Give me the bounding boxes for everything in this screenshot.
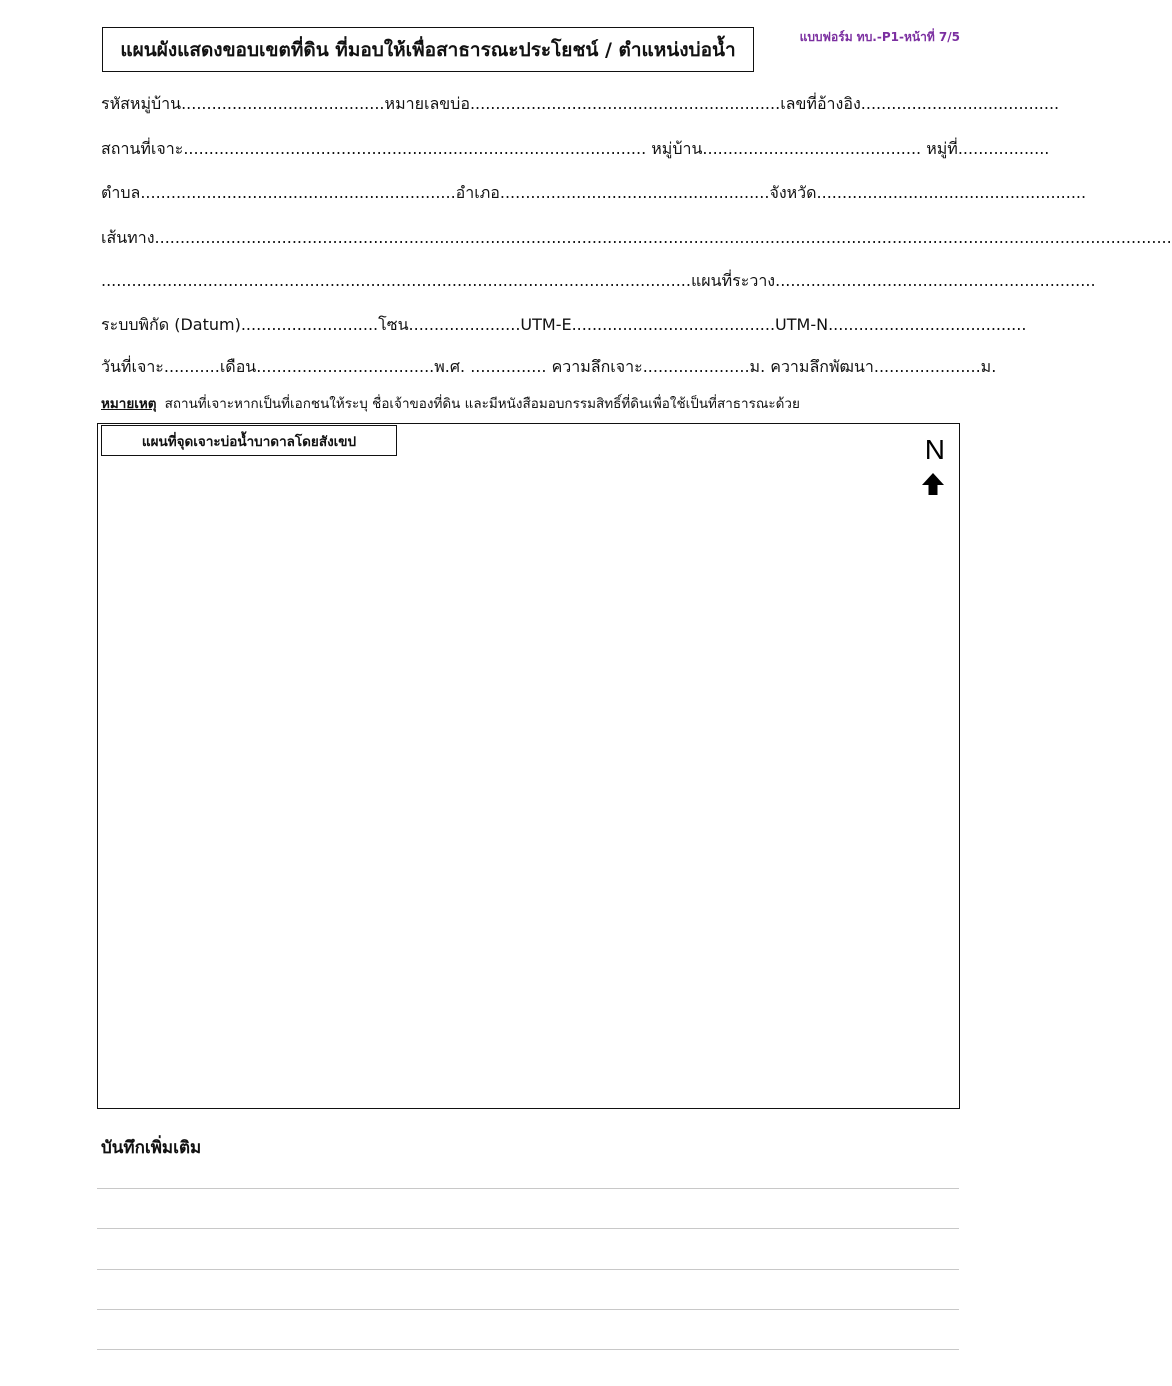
notes-section-title: บันทึกเพิ่มเติม: [101, 1138, 202, 1158]
north-label: N: [924, 434, 945, 465]
note-rule: [97, 1228, 959, 1229]
note-text: สถานที่เจาะหากเป็นที่เอกชนให้ระบุ ชื่อเจ้าของที่ดิน และมีหนังสือมอบกรรมสิทธิ์ที่ดินเพื่อใช้เป็นที่สาธารณะด้วย: [164, 396, 800, 412]
note-label: หมายเหตุ: [101, 396, 157, 412]
title-box: [102, 27, 754, 72]
field-date-depth-line: วันที่เจาะ...........เดือน...................................พ.ศ. ............... ความลึกเจาะ.....................ม. ความลึกพัฒนา.....................ม.: [101, 357, 997, 376]
note-line: [101, 392, 961, 414]
note-rule: [97, 1349, 959, 1350]
field-subdistrict-line: ตำบล..............................................................อำเภอ.....................................................จังหวัด.....................................................: [101, 183, 1087, 202]
note-rule: [97, 1188, 959, 1189]
field-route-line: เส้นทาง........................................................................................................................................................................................................: [101, 228, 1172, 247]
arrow-up-icon: [921, 472, 945, 496]
field-map-sheet-line: ....................................................................................................................แผนที่ระวาง...............................................................: [101, 271, 1096, 290]
form-code: แบบฟอร์ม ทบ.-P1-หน้าที่ 7/5: [799, 30, 960, 44]
field-coordinates-line: ระบบพิกัด (Datum)...........................โซน......................UTM-E........................................UTM-N.......................................: [101, 315, 1027, 334]
sketch-map-box: [97, 423, 960, 1109]
sketch-map-label: แผนที่จุดเจาะบ่อน้ำบาดาลโดยสังเขป: [101, 425, 397, 456]
field-drill-site-line: สถานที่เจาะ........................................................................................... หมู่บ้าน........................................... หมู่ที่..................: [101, 139, 1050, 158]
note-rule: [97, 1269, 959, 1270]
page-title: แผนผังแสดงขอบเขตที่ดิน ที่มอบให้เพื่อสาธารณะประโยชน์ / ตำแหน่งบ่อน้ำ: [120, 38, 736, 61]
field-village-code-line: รหัสหมู่บ้าน........................................หมายเลขบ่อ.............................................................เลขที่อ้างอิง.......................................: [101, 94, 1060, 113]
note-rule: [97, 1309, 959, 1310]
